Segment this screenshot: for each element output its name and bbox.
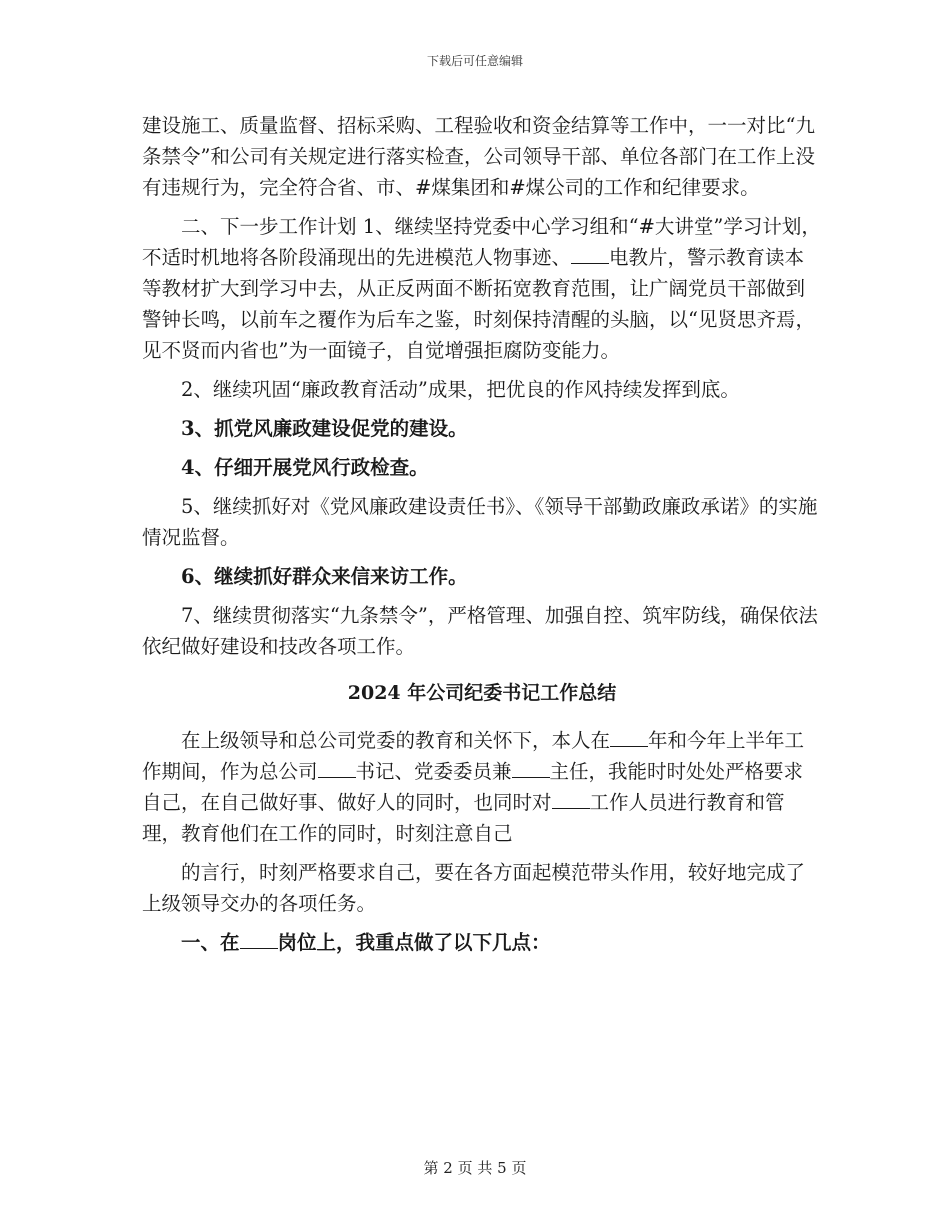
paragraph-2-part-b: 电教片，警示教育读本等教材扩大到学习中去，从正反两面不断拓宽教育范围，让广阔党员干部做到警钟长鸣，以前车之覆作为后车之鉴，时刻保持清醒的头脑，以“见贤思齐焉，见不贤而内省也”为一面镜子，自觉增强拒腐防变能力。 bbox=[142, 246, 815, 362]
paragraph-2 bbox=[142, 211, 822, 366]
paragraph-4: 3、抓党风廉政建设促党的建设。 bbox=[181, 417, 468, 440]
paragraph-2-part-a: 二、下一步工作计划 1、继续坚持党委中心学习组和“#大讲堂”学习计划，不适时机地将各阶段涌现出的先进模范人物事迹、 bbox=[142, 215, 821, 269]
blank-line bbox=[610, 745, 648, 747]
paragraph-1: 建设施工、质量监督、招标采购、工程验收和资金结算等工作中，一一对比“九条禁令”和公司有关规定进行落实检查，公司领导干部、单位各部门在工作上没有违规行为，完全符合省、市、#煤集团和#煤公司的工作和纪律要求。 bbox=[142, 114, 815, 199]
document-body bbox=[142, 110, 822, 966]
paragraph-9-part-c: 书记、党委委员兼 bbox=[355, 760, 512, 783]
paragraph-9-part-a: 在上级领导和总公司党委的教育和关怀下，本人在 bbox=[181, 729, 611, 752]
paragraph-11-part-a: 一、在 bbox=[181, 931, 240, 954]
paragraph-8: 7、继续贯彻落实“九条禁令”，严格管理、加强自控、筑牢防线，确保依法依纪做好建设和技改各项工作。 bbox=[142, 604, 818, 658]
paragraph-9-part-b: 年和今年上半年工作期间，作为总公司 bbox=[142, 729, 805, 783]
paragraph-5: 4、仔细开展党风行政检查。 bbox=[181, 456, 429, 479]
paragraph-3: 2、继续巩固“廉政教育活动”成果，把优良的作风持续发挥到底。 bbox=[181, 378, 740, 401]
blank-line bbox=[571, 262, 609, 264]
paragraph-11 bbox=[142, 927, 822, 958]
paragraph-7: 6、继续抓好群众来信来访工作。 bbox=[181, 565, 468, 588]
page-footer: 第 2 页 共 5 页 bbox=[423, 1159, 527, 1177]
page-header: 下载后可任意编辑 bbox=[426, 54, 523, 68]
paragraph-9 bbox=[142, 725, 822, 849]
paragraph-9-part-d: 主任，我能时时处处严格要求自己，在自己做好事、做好人的同时，也同时对 bbox=[142, 760, 804, 814]
paragraph-10: 的言行，时刻严格要求自己，要在各方面起模范带头作用，较好地完成了上级领导交办的各项任务。 bbox=[142, 861, 806, 915]
paragraph-6: 5、继续抓好对《党风廉政建设责任书》、《领导干部勤政廉政承诺》的实施情况监督。 bbox=[142, 495, 818, 549]
blank-line bbox=[240, 947, 278, 949]
blank-line bbox=[552, 807, 590, 809]
paragraph-11-part-b: 岗位上，我重点做了以下几点： bbox=[277, 931, 551, 954]
blank-line bbox=[318, 776, 356, 778]
paragraph-9-part-e: 工作人员进行教育和管理，教育他们在工作的同时，时刻注意自己 bbox=[142, 791, 785, 845]
section-title: 2024 年公司纪委书记工作总结 bbox=[347, 682, 617, 704]
blank-line bbox=[512, 776, 550, 778]
